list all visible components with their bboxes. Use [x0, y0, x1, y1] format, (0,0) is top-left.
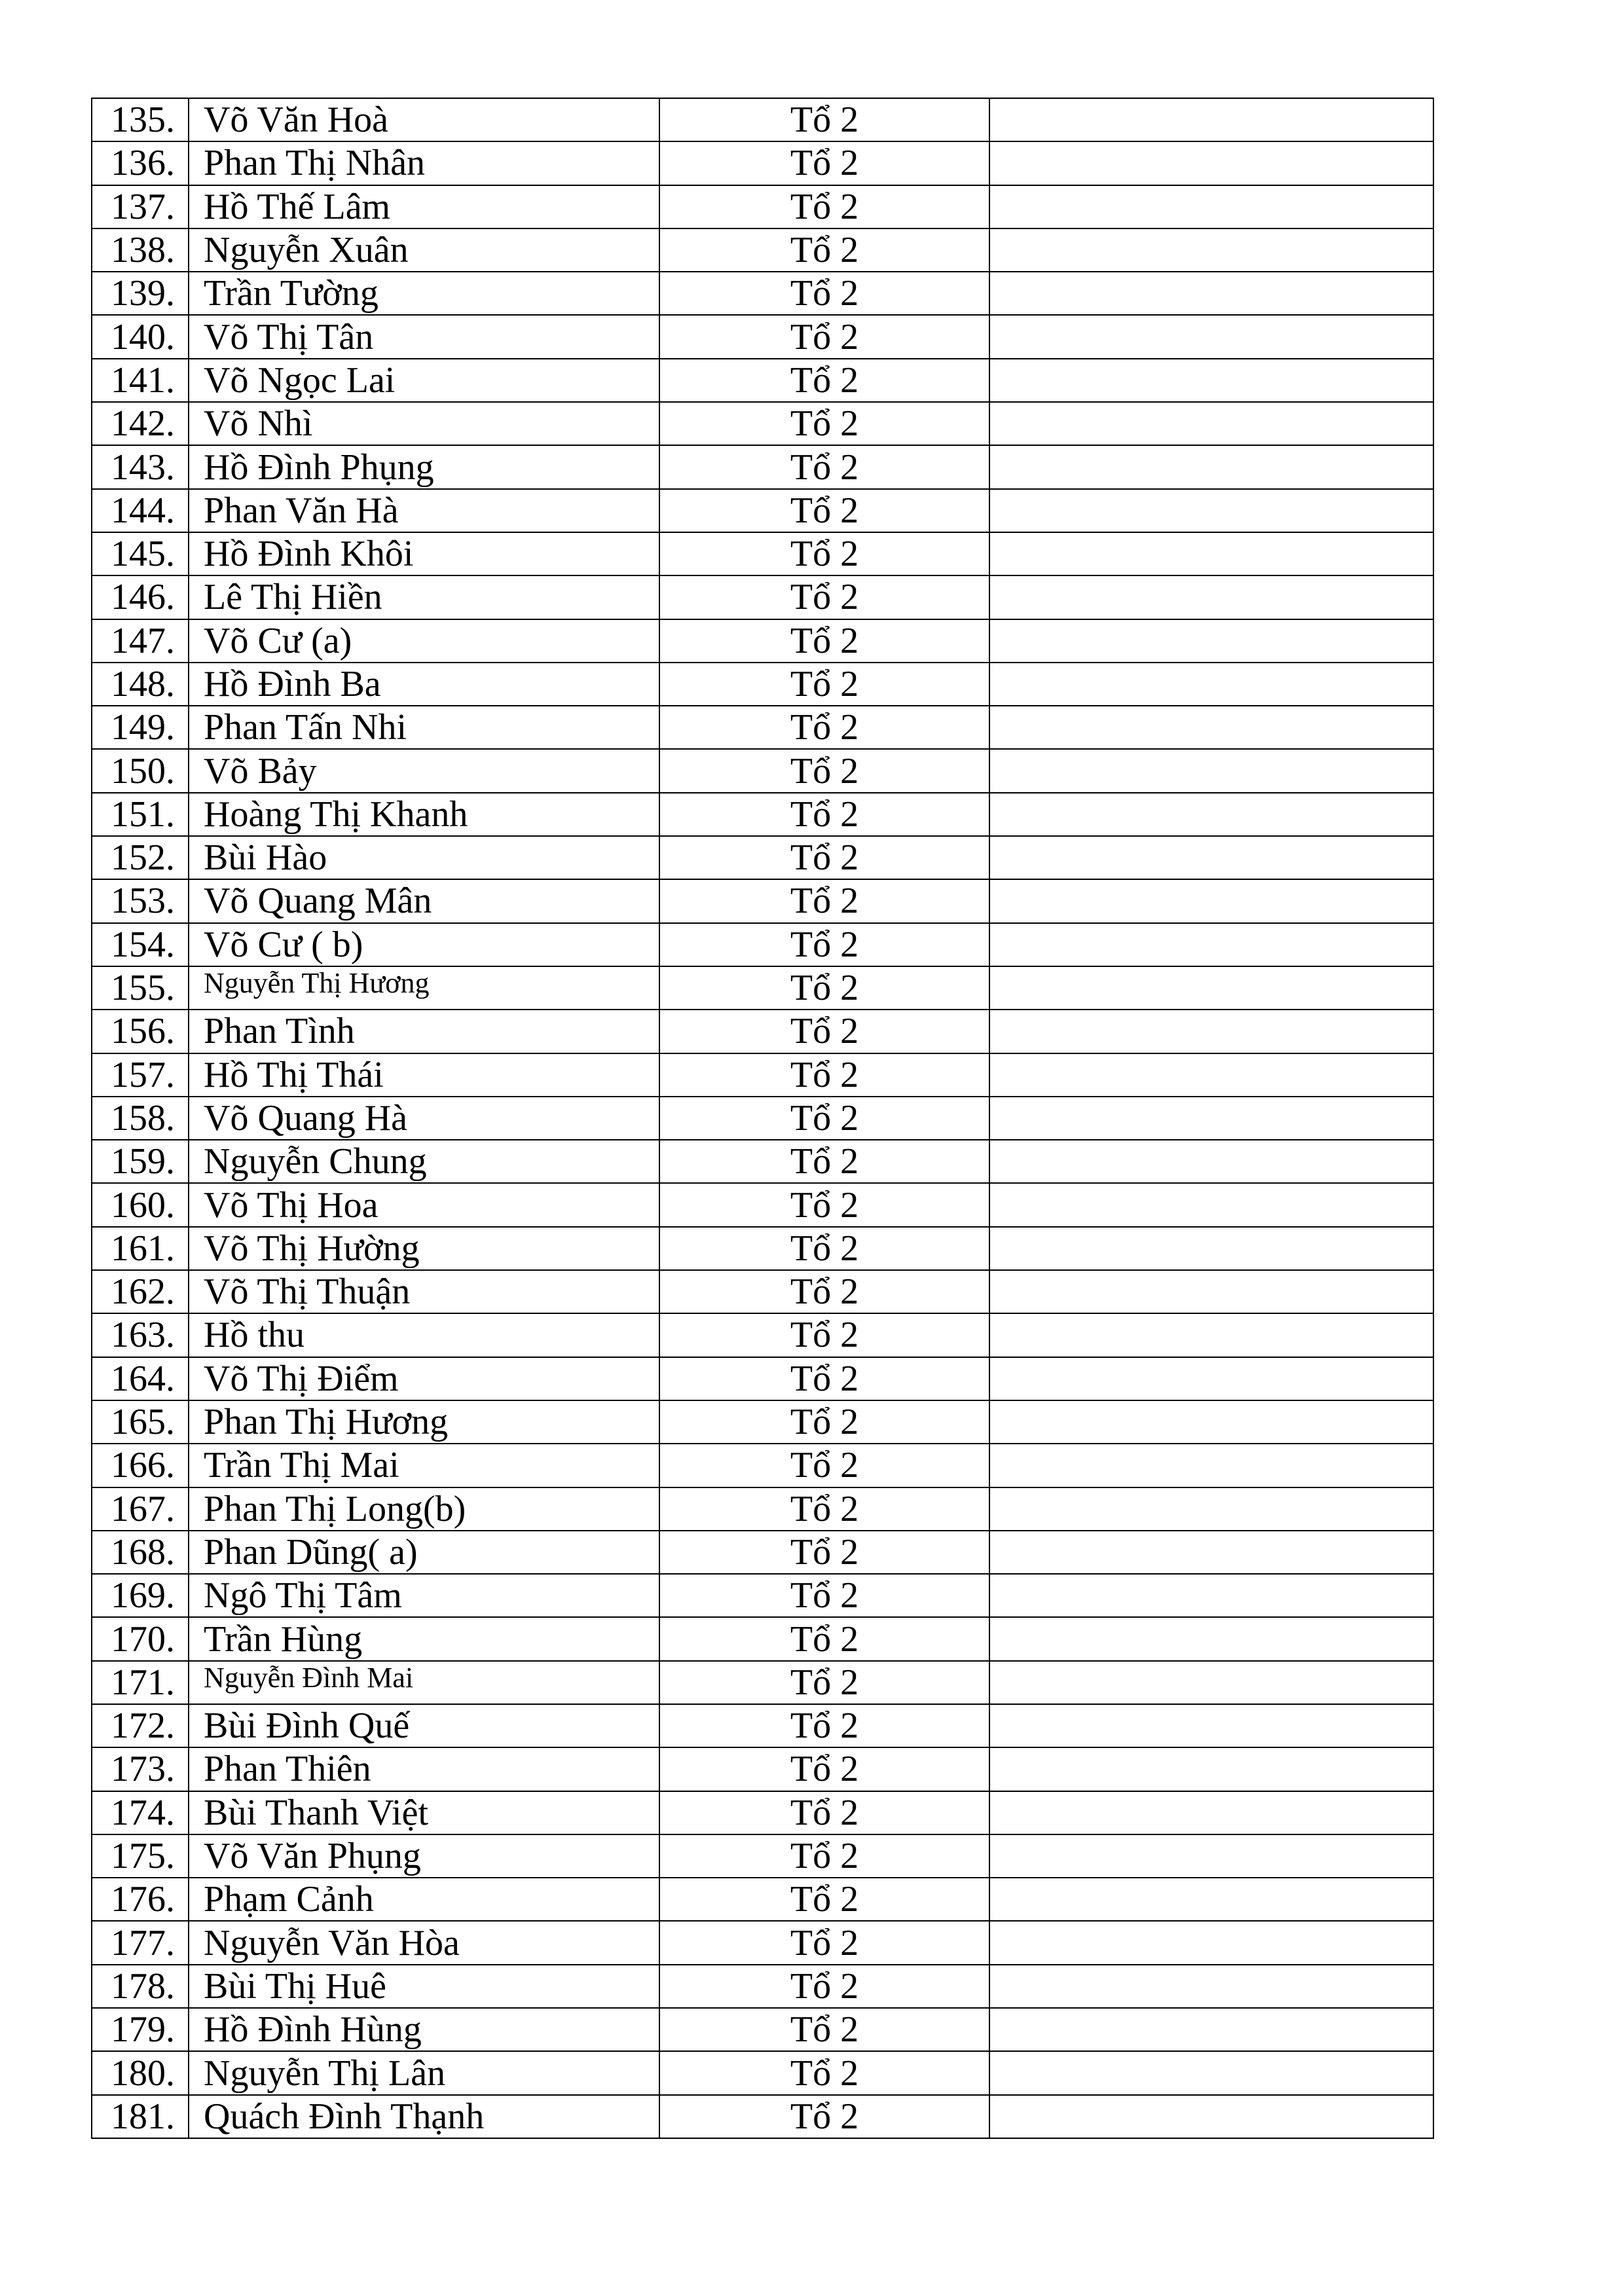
- row-number: 146.: [92, 575, 189, 619]
- group-label: Tổ 2: [659, 185, 989, 228]
- note-cell: [989, 228, 1433, 272]
- member-name: Phan Tấn Nhi: [189, 706, 659, 749]
- row-number: 139.: [92, 272, 189, 315]
- note-cell: [989, 966, 1433, 1010]
- row-number: 180.: [92, 2051, 189, 2094]
- member-name: Nguyễn Thị Lân: [189, 2051, 659, 2094]
- table-row: [92, 2008, 1433, 2051]
- row-number: 174.: [92, 1791, 189, 1834]
- member-name: Trần Tường: [189, 272, 659, 315]
- note-cell: [989, 359, 1433, 402]
- group-label: Tổ 2: [659, 1965, 989, 2008]
- row-number: 145.: [92, 532, 189, 575]
- group-label: Tổ 2: [659, 749, 989, 792]
- note-cell: [989, 489, 1433, 532]
- member-name: Ngô Thị Tâm: [189, 1574, 659, 1617]
- member-name: Võ Thị Hường: [189, 1227, 659, 1270]
- member-name: Trần Thị Mai: [189, 1444, 659, 1487]
- group-label: Tổ 2: [659, 1834, 989, 1878]
- note-cell: [989, 98, 1433, 141]
- row-number: 142.: [92, 402, 189, 445]
- row-number: 140.: [92, 315, 189, 358]
- note-cell: [989, 1921, 1433, 1964]
- row-number: 164.: [92, 1357, 189, 1400]
- group-label: Tổ 2: [659, 1140, 989, 1183]
- row-number: 154.: [92, 923, 189, 966]
- row-number: 153.: [92, 879, 189, 922]
- group-label: Tổ 2: [659, 1531, 989, 1574]
- member-name: Hồ Đình Ba: [189, 663, 659, 706]
- member-name: Võ Thị Hoa: [189, 1183, 659, 1226]
- note-cell: [989, 1097, 1433, 1140]
- row-number: 173.: [92, 1747, 189, 1791]
- note-cell: [989, 1227, 1433, 1270]
- note-cell: [989, 1834, 1433, 1878]
- group-label: Tổ 2: [659, 1574, 989, 1617]
- row-number: 156.: [92, 1010, 189, 1053]
- member-name: Hồ Đình Khôi: [189, 532, 659, 575]
- note-cell: [989, 2051, 1433, 2094]
- member-name: Nguyễn Thị Hương: [189, 966, 659, 1010]
- note-cell: [989, 402, 1433, 445]
- note-cell: [989, 1704, 1433, 1747]
- table-row: [92, 489, 1433, 532]
- group-label: Tổ 2: [659, 1227, 989, 1270]
- table-row: [92, 879, 1433, 922]
- table-row: [92, 1747, 1433, 1791]
- member-name: Võ Quang Mân: [189, 879, 659, 922]
- member-name: Võ Văn Phụng: [189, 1834, 659, 1878]
- table-row: [92, 575, 1433, 619]
- table-row: [92, 98, 1433, 141]
- table-row: [92, 445, 1433, 488]
- group-label: Tổ 2: [659, 1487, 989, 1531]
- group-label: Tổ 2: [659, 879, 989, 922]
- table-row: [92, 706, 1433, 749]
- note-cell: [989, 2008, 1433, 2051]
- table-row: [92, 315, 1433, 358]
- note-cell: [989, 1400, 1433, 1444]
- row-number: 172.: [92, 1704, 189, 1747]
- note-cell: [989, 663, 1433, 706]
- row-number: 150.: [92, 749, 189, 792]
- member-name: Hồ Thị Thái: [189, 1053, 659, 1097]
- row-number: 169.: [92, 1574, 189, 1617]
- member-name: Phan Dũng( a): [189, 1531, 659, 1574]
- note-cell: [989, 1661, 1433, 1704]
- note-cell: [989, 1444, 1433, 1487]
- member-name: Võ Bảy: [189, 749, 659, 792]
- row-number: 157.: [92, 1053, 189, 1097]
- note-cell: [989, 272, 1433, 315]
- group-label: Tổ 2: [659, 1704, 989, 1747]
- row-number: 138.: [92, 228, 189, 272]
- group-label: Tổ 2: [659, 402, 989, 445]
- row-number: 152.: [92, 836, 189, 879]
- row-number: 159.: [92, 1140, 189, 1183]
- member-name: Nguyễn Chung: [189, 1140, 659, 1183]
- group-label: Tổ 2: [659, 1097, 989, 1140]
- table-row: [92, 793, 1433, 836]
- row-number: 178.: [92, 1965, 189, 2008]
- member-name: Nguyễn Văn Hòa: [189, 1921, 659, 1964]
- member-name: Bùi Thị Huê: [189, 1965, 659, 2008]
- group-label: Tổ 2: [659, 532, 989, 575]
- group-label: Tổ 2: [659, 228, 989, 272]
- row-number: 147.: [92, 619, 189, 663]
- member-name: Nguyễn Đình Mai: [189, 1661, 659, 1704]
- note-cell: [989, 706, 1433, 749]
- table-row: [92, 1704, 1433, 1747]
- group-label: Tổ 2: [659, 1661, 989, 1704]
- table-row: [92, 185, 1433, 228]
- member-name: Hoàng Thị Khanh: [189, 793, 659, 836]
- table-row: [92, 836, 1433, 879]
- group-label: Tổ 2: [659, 2095, 989, 2138]
- row-number: 170.: [92, 1617, 189, 1660]
- table-row: [92, 272, 1433, 315]
- table-row: [92, 141, 1433, 185]
- group-label: Tổ 2: [659, 2008, 989, 2051]
- group-label: Tổ 2: [659, 1053, 989, 1097]
- member-name: Phan Thị Nhân: [189, 141, 659, 185]
- row-number: 144.: [92, 489, 189, 532]
- note-cell: [989, 1574, 1433, 1617]
- table-row: [92, 1183, 1433, 1226]
- group-label: Tổ 2: [659, 272, 989, 315]
- member-name: Phan Tình: [189, 1010, 659, 1053]
- member-name: Quách Đình Thạnh: [189, 2095, 659, 2138]
- table-row: [92, 1834, 1433, 1878]
- group-label: Tổ 2: [659, 619, 989, 663]
- group-label: Tổ 2: [659, 1270, 989, 1313]
- row-number: 137.: [92, 185, 189, 228]
- note-cell: [989, 1140, 1433, 1183]
- group-label: Tổ 2: [659, 315, 989, 358]
- table-row: [92, 1227, 1433, 1270]
- member-name: Hồ Đình Phụng: [189, 445, 659, 488]
- member-name: Võ Thị Điểm: [189, 1357, 659, 1400]
- note-cell: [989, 1965, 1433, 2008]
- note-cell: [989, 575, 1433, 619]
- table-row: [92, 228, 1433, 272]
- note-cell: [989, 836, 1433, 879]
- table-row: [92, 966, 1433, 1010]
- note-cell: [989, 1531, 1433, 1574]
- table-row: [92, 1791, 1433, 1834]
- row-number: 151.: [92, 793, 189, 836]
- table-row: [92, 2095, 1433, 2138]
- table-row: [92, 1097, 1433, 1140]
- member-name: Võ Nhì: [189, 402, 659, 445]
- note-cell: [989, 1270, 1433, 1313]
- group-label: Tổ 2: [659, 359, 989, 402]
- row-number: 167.: [92, 1487, 189, 1531]
- note-cell: [989, 1313, 1433, 1357]
- table-row: [92, 532, 1433, 575]
- table-row: [92, 1965, 1433, 2008]
- group-label: Tổ 2: [659, 2051, 989, 2094]
- group-label: Tổ 2: [659, 1617, 989, 1660]
- table-row: [92, 1313, 1433, 1357]
- group-label: Tổ 2: [659, 1444, 989, 1487]
- member-name: Hồ Thế Lâm: [189, 185, 659, 228]
- group-label: Tổ 2: [659, 141, 989, 185]
- note-cell: [989, 445, 1433, 488]
- table-row: [92, 1140, 1433, 1183]
- group-label: Tổ 2: [659, 1878, 989, 1921]
- table-row: [92, 1010, 1433, 1053]
- row-number: 148.: [92, 663, 189, 706]
- member-name: Phan Văn Hà: [189, 489, 659, 532]
- table-row: [92, 1270, 1433, 1313]
- note-cell: [989, 532, 1433, 575]
- row-number: 175.: [92, 1834, 189, 1878]
- row-number: 135.: [92, 98, 189, 141]
- row-number: 136.: [92, 141, 189, 185]
- row-number: 158.: [92, 1097, 189, 1140]
- note-cell: [989, 1878, 1433, 1921]
- group-label: Tổ 2: [659, 489, 989, 532]
- member-name: Bùi Thanh Việt: [189, 1791, 659, 1834]
- table-row: [92, 663, 1433, 706]
- table-row: [92, 1531, 1433, 1574]
- group-label: Tổ 2: [659, 445, 989, 488]
- group-label: Tổ 2: [659, 1183, 989, 1226]
- member-name: Phạm Cảnh: [189, 1878, 659, 1921]
- group-label: Tổ 2: [659, 706, 989, 749]
- member-name: Lê Thị Hiền: [189, 575, 659, 619]
- table-row: [92, 619, 1433, 663]
- table-row: [92, 749, 1433, 792]
- group-label: Tổ 2: [659, 663, 989, 706]
- table-row: [92, 1487, 1433, 1531]
- member-name: Nguyễn Xuân: [189, 228, 659, 272]
- member-name: Hồ thu: [189, 1313, 659, 1357]
- note-cell: [989, 1617, 1433, 1660]
- group-label: Tổ 2: [659, 1400, 989, 1444]
- note-cell: [989, 141, 1433, 185]
- member-name: Võ Văn Hoà: [189, 98, 659, 141]
- table-row: [92, 1617, 1433, 1660]
- note-cell: [989, 1791, 1433, 1834]
- note-cell: [989, 1487, 1433, 1531]
- member-name: Võ Thị Thuận: [189, 1270, 659, 1313]
- member-name: Trần Hùng: [189, 1617, 659, 1660]
- member-name: Võ Cư (a): [189, 619, 659, 663]
- table-row: [92, 923, 1433, 966]
- group-label: Tổ 2: [659, 923, 989, 966]
- row-number: 143.: [92, 445, 189, 488]
- group-label: Tổ 2: [659, 1357, 989, 1400]
- table-row: [92, 359, 1433, 402]
- note-cell: [989, 185, 1433, 228]
- note-cell: [989, 1747, 1433, 1791]
- member-name: Bùi Hào: [189, 836, 659, 879]
- table-row: [92, 1574, 1433, 1617]
- row-number: 161.: [92, 1227, 189, 1270]
- group-label: Tổ 2: [659, 98, 989, 141]
- table-row: [92, 1400, 1433, 1444]
- note-cell: [989, 1357, 1433, 1400]
- note-cell: [989, 1183, 1433, 1226]
- member-name: Võ Ngọc Lai: [189, 359, 659, 402]
- note-cell: [989, 1053, 1433, 1097]
- table-row: [92, 1878, 1433, 1921]
- note-cell: [989, 1010, 1433, 1053]
- group-label: Tổ 2: [659, 575, 989, 619]
- row-number: 168.: [92, 1531, 189, 1574]
- row-number: 171.: [92, 1661, 189, 1704]
- note-cell: [989, 793, 1433, 836]
- table-row: [92, 1053, 1433, 1097]
- member-name: Phan Thị Hương: [189, 1400, 659, 1444]
- member-name: Phan Thiên: [189, 1747, 659, 1791]
- note-cell: [989, 2095, 1433, 2138]
- note-cell: [989, 315, 1433, 358]
- note-cell: [989, 923, 1433, 966]
- group-label: Tổ 2: [659, 1791, 989, 1834]
- row-number: 162.: [92, 1270, 189, 1313]
- group-label: Tổ 2: [659, 1313, 989, 1357]
- group-label: Tổ 2: [659, 1747, 989, 1791]
- table-row: [92, 1444, 1433, 1487]
- row-number: 165.: [92, 1400, 189, 1444]
- row-number: 155.: [92, 966, 189, 1010]
- member-name: Hồ Đình Hùng: [189, 2008, 659, 2051]
- member-name: Võ Quang Hà: [189, 1097, 659, 1140]
- member-name: Bùi Đình Quế: [189, 1704, 659, 1747]
- row-number: 163.: [92, 1313, 189, 1357]
- member-name: Võ Thị Tân: [189, 315, 659, 358]
- member-name: Võ Cư ( b): [189, 923, 659, 966]
- row-number: 181.: [92, 2095, 189, 2138]
- group-label: Tổ 2: [659, 966, 989, 1010]
- row-number: 166.: [92, 1444, 189, 1487]
- group-label: Tổ 2: [659, 1010, 989, 1053]
- table-row: [92, 402, 1433, 445]
- row-number: 179.: [92, 2008, 189, 2051]
- table-row: [92, 1921, 1433, 1964]
- note-cell: [989, 749, 1433, 792]
- table-row: [92, 1357, 1433, 1400]
- group-label: Tổ 2: [659, 836, 989, 879]
- row-number: 141.: [92, 359, 189, 402]
- table-row: [92, 2051, 1433, 2094]
- table-row: [92, 1661, 1433, 1704]
- member-list-table: [91, 98, 1434, 2139]
- row-number: 160.: [92, 1183, 189, 1226]
- note-cell: [989, 879, 1433, 922]
- note-cell: [989, 619, 1433, 663]
- row-number: 177.: [92, 1921, 189, 1964]
- group-label: Tổ 2: [659, 793, 989, 836]
- group-label: Tổ 2: [659, 1921, 989, 1964]
- member-name: Phan Thị Long(b): [189, 1487, 659, 1531]
- row-number: 176.: [92, 1878, 189, 1921]
- row-number: 149.: [92, 706, 189, 749]
- member-list-body: [92, 98, 1433, 2138]
